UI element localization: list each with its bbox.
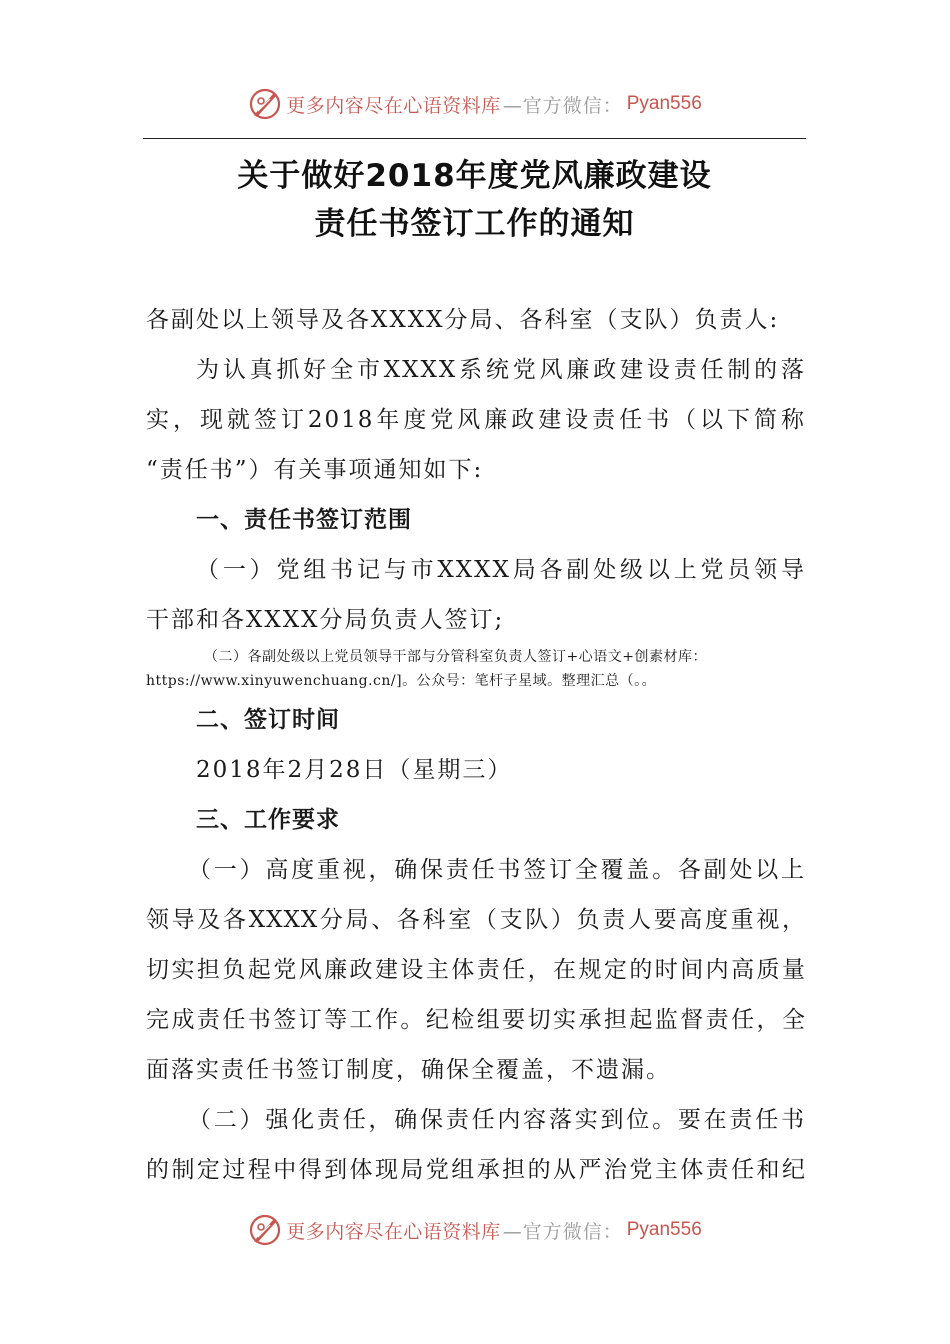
document-title-line-1: 关于做好2018年度党风廉政建设	[237, 158, 712, 194]
document-title-line-2: 责任书签订工作的通知	[314, 206, 635, 242]
section-1-item-2-line-a: （二）各副处级以上党员领导干部与分管科室负责人签订+心语文+创素材库：	[204, 649, 707, 665]
section-3-para-1-line-2: 领导及各XXXX分局、各科室（支队）负责人要高度重视，	[146, 907, 806, 933]
intro-line-3: “责任书”）有关事项通知如下:	[146, 457, 484, 483]
salutation: 各副处以上领导及各XXXX分局、各科室（支队）负责人:	[146, 307, 780, 333]
section-1-heading: 一、责任书签订范围	[196, 507, 412, 533]
intro-line-2: 实，现就签订2018年度党风廉政建设责任书（以下简称	[146, 407, 806, 433]
section-3-para-1-line-5: 面落实责任书签订制度，确保全覆盖，不遗漏。	[146, 1057, 671, 1083]
section-2-heading: 二、签订时间	[196, 707, 340, 733]
section-2-date: 2018年2月28日（星期三）	[196, 757, 513, 783]
section-3-para-1-line-3: 切实担负起党风廉政建设主体责任，在规定的时间内高质量	[146, 957, 806, 983]
watermark-separator: —官方微信：	[502, 1220, 623, 1243]
watermark-wechat: Pyan556	[626, 93, 702, 114]
quill-logo-icon	[248, 1213, 282, 1247]
section-1-item-2-line-b: https://www.xinyuwenchuang.cn/]。公众号：笔杆子星域。整理汇总（。。	[146, 673, 657, 689]
section-3-para-1-line-1: （一）高度重视，确保责任书签订全覆盖。各副处以上	[188, 857, 806, 883]
watermark-wechat: Pyan556	[626, 1219, 702, 1240]
header-divider	[143, 138, 806, 139]
watermark-text: 更多内容尽在心语资料库	[286, 94, 501, 117]
section-1-item-1-line-b: 干部和各XXXX分局负责人签订;	[146, 607, 505, 633]
section-3-para-1-line-4: 完成责任书签订等工作。纪检组要切实承担起监督责任，全	[146, 1007, 806, 1033]
section-1-item-1-line-a: （一）党组书记与市XXXX局各副处级以上党员领导	[196, 557, 806, 583]
watermark-text: 更多内容尽在心语资料库	[286, 1220, 501, 1243]
header-watermark	[0, 84, 950, 124]
intro-line-1: 为认真抓好全市XXXX系统党风廉政建设责任制的落	[196, 357, 806, 383]
watermark-separator: —官方微信：	[502, 94, 623, 117]
footer-watermark	[0, 1210, 950, 1250]
quill-logo-icon	[248, 87, 282, 121]
section-3-heading: 三、工作要求	[196, 807, 340, 833]
section-3-para-2-line-2: 的制定过程中得到体现局党组承担的从严治党主体责任和纪	[146, 1157, 806, 1183]
section-3-para-2-line-1: （二）强化责任，确保责任内容落实到位。要在责任书	[188, 1107, 806, 1133]
